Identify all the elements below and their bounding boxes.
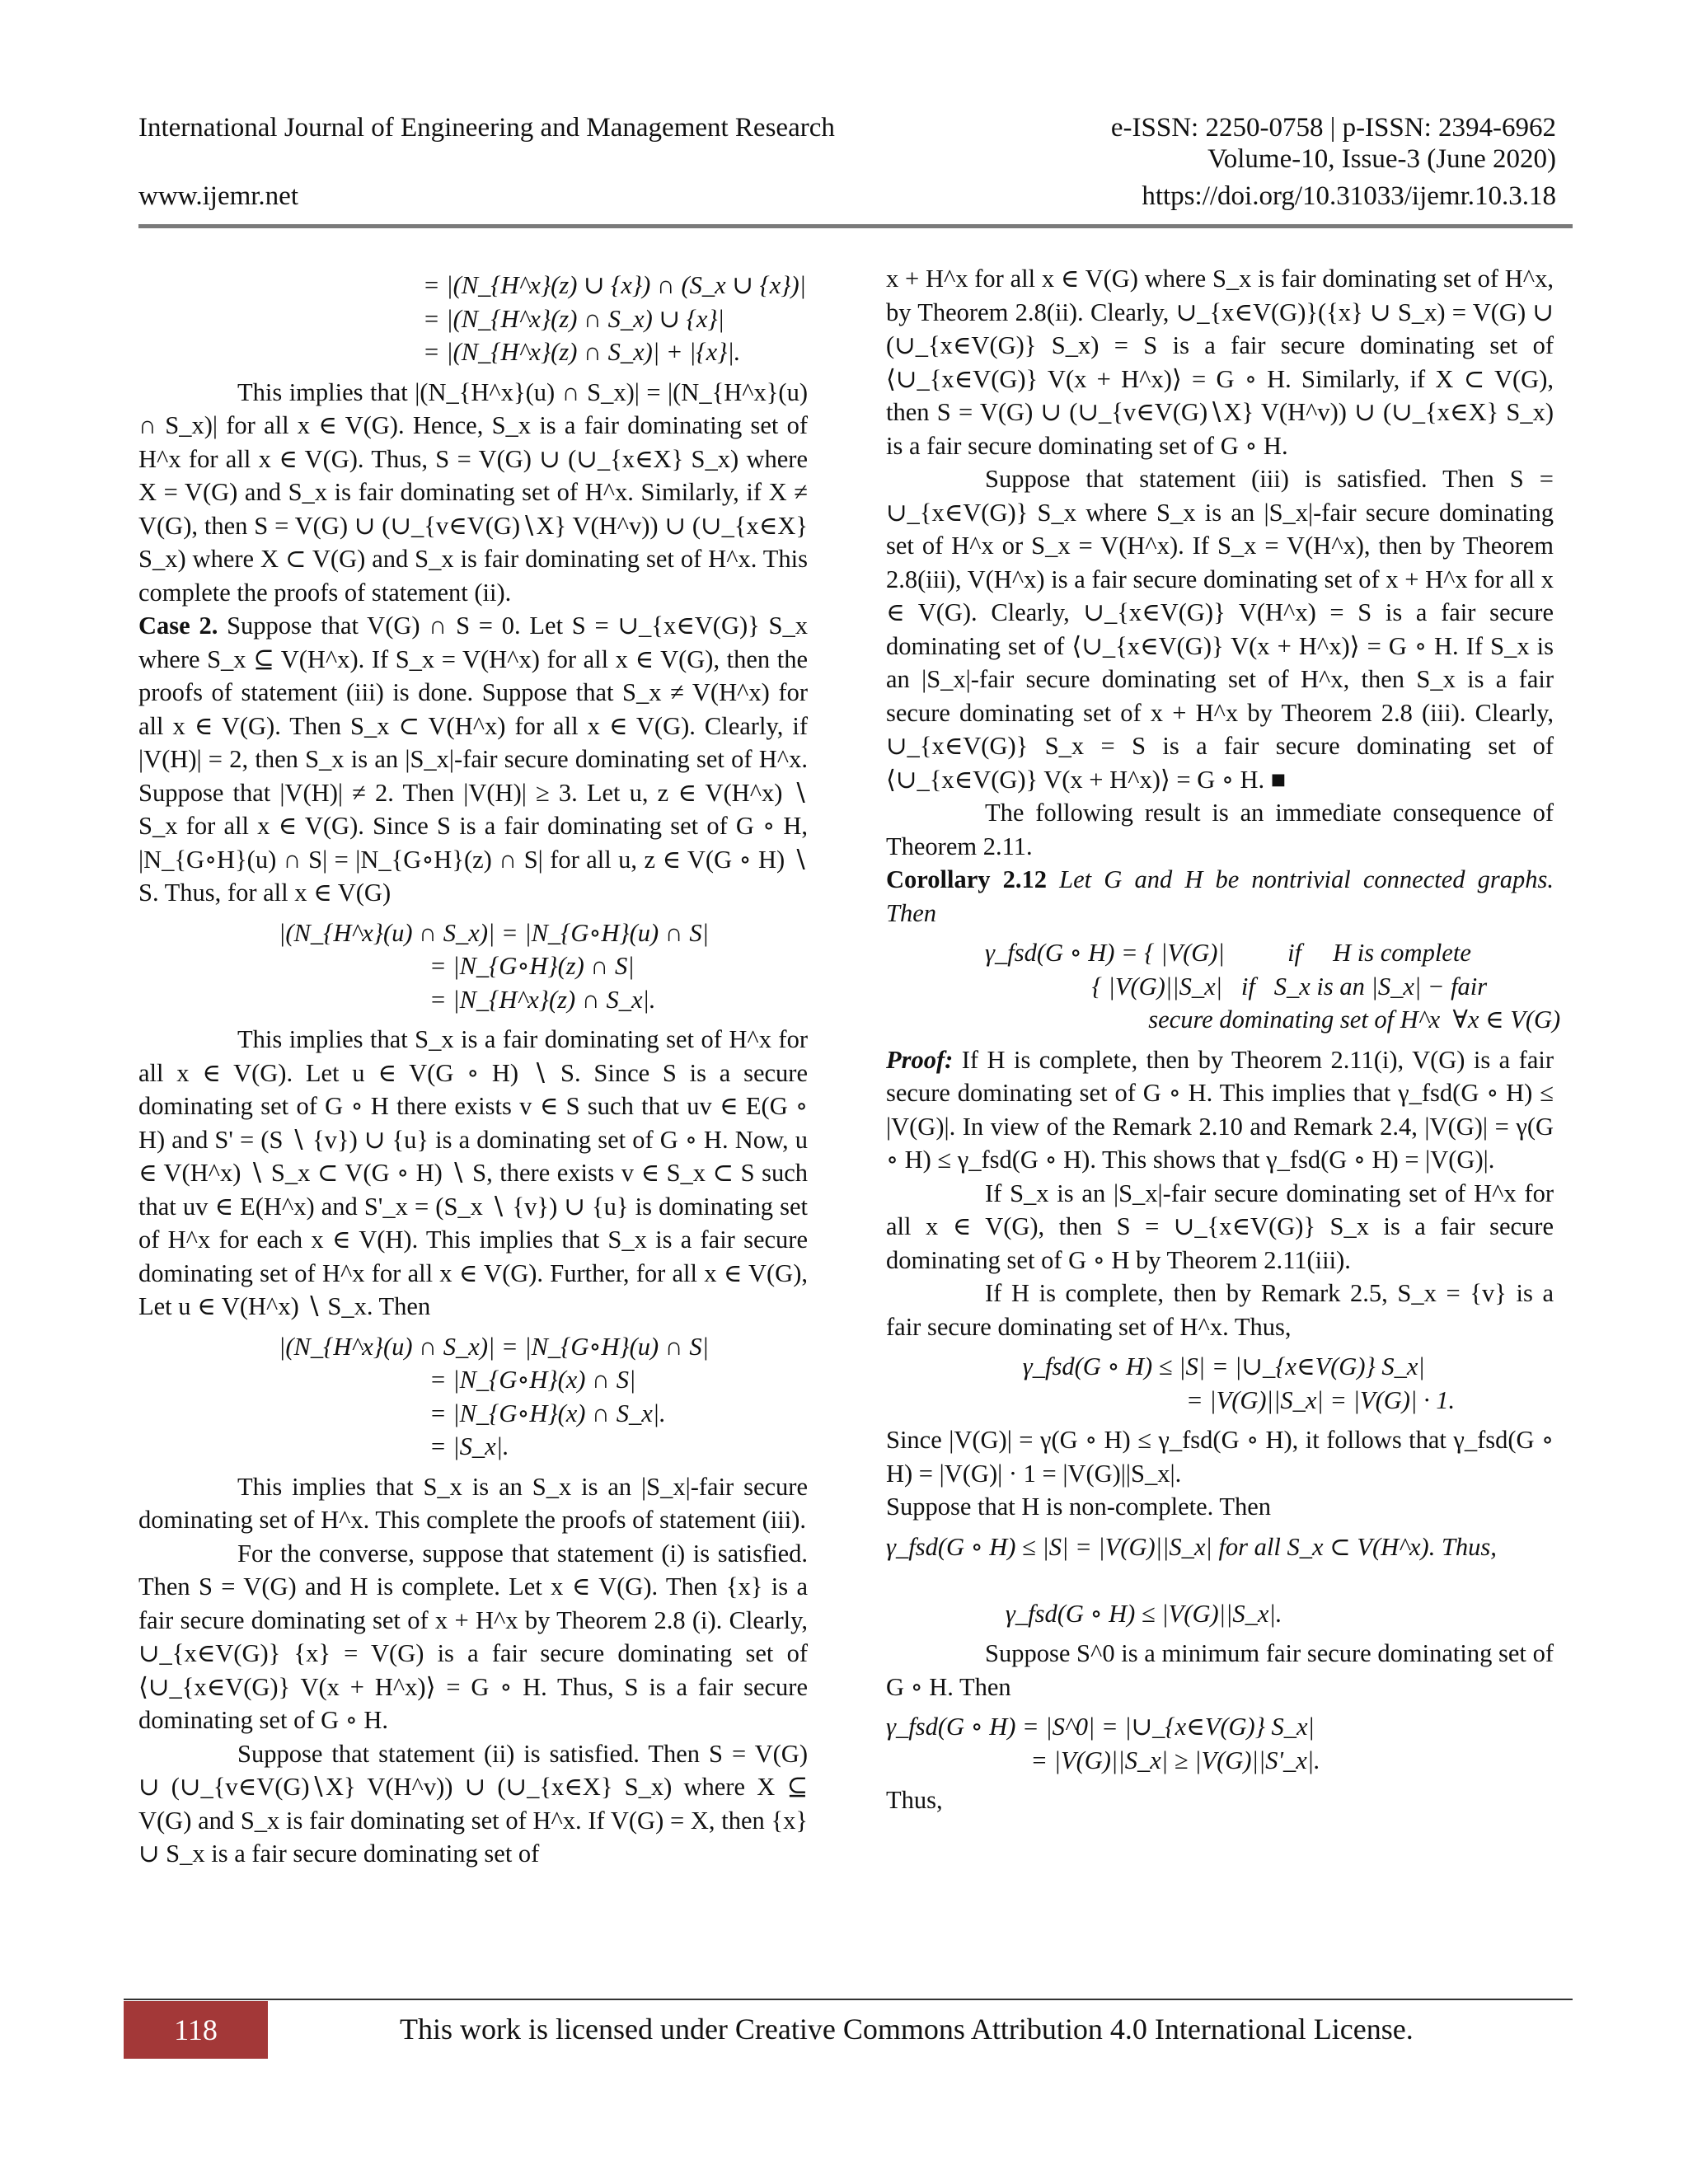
paragraph: [886, 1277, 1554, 1343]
paragraph-text: If H is complete, then by Remark 2.5, S_x = {v} is a fair secure dominating set of H^x. Thus,: [886, 1279, 1554, 1341]
equation-block: [138, 269, 808, 369]
paragraph: [138, 376, 808, 610]
issn-text: e-ISSN: 2250-0758 | p-ISSN: 2394-6962: [1110, 113, 1556, 143]
paragraph: [886, 796, 1554, 863]
paragraph-text: This implies that S_x is a fair dominating set of H^x for all x ∈ V(G). Let u ∈ V(G ∘ H) ∖ S. Since S is a secure dominating set of G ∘ H there exists v ∈ S such that uv ∈ E(G ∘ H) and S' = (S ∖ {v}) ∪ {u} is a dominating set of G ∘ H. Now, u ∈ V(H^x) ∖ S_x ⊂ V(G ∘ H) ∖ S, there exists v ∈ S_x ⊂ S such that uv ∈ E(H^x) and S'_x = (S_x ∖ {v}) ∪ {u} is dominating set of H^x for each x ∈ V(H). This implies that S_x is a fair secure dominating set of H^x for all x ∈ V(G). Further, for all x ∈ V(G), Let u ∈ V(H^x) ∖ S_x. Then: [138, 1025, 808, 1320]
equation-text: γ_fsd(G ∘ H) ≤ |S| = |V(G)||S_x| for all S_x ⊂ V(H^x). Thus, γ_fsd(G ∘ H) ≤ |V(G)||S_x|.: [886, 1532, 1497, 1628]
paragraph-text: Let G and H be nontrivial connected graphs. Then: [886, 865, 1554, 927]
paragraph: [886, 1783, 1554, 1817]
paragraph-text: Suppose that statement (ii) is satisfied. Then S = V(G) ∪ (∪_{v∈V(G)∖X} V(H^v)) ∪ (∪_{x∈X} S_x) where X ⊆ V(G) and S_x is fair dominating set of H^x. If V(G) = X, then {x} ∪ S_x is a fair secure dominating set of: [138, 1739, 808, 1868]
issn-volume: [1111, 112, 1556, 175]
paragraph-text: Suppose S^0 is a minimum fair secure dominating set of G ∘ H. Then: [886, 1639, 1554, 1701]
equation-text: |(N_{H^x}(u) ∩ S_x)| = |N_{G∘H}(u) ∩ S| = |N_{G∘H}(x) ∩ S| = |N_{G∘H}(x) ∩ S_x|. = |S_x|.: [279, 1332, 710, 1460]
doi-link[interactable]: https://doi.org/10.31033/ijemr.10.3.18: [1142, 181, 1556, 211]
paragraph-lead: Case 2.: [138, 612, 218, 640]
paragraph: [886, 1177, 1554, 1277]
paragraph-text: This implies that |(N_{H^x}(u) ∩ S_x)| = |(N_{H^x}(u) ∩ S_x)| for all x ∈ V(G). Hence, S_x is a fair dominating set of H^x for all x ∈ V(G). Thus, S = V(G) ∪ (∪_{x∈X} S_x) where X = V(G) and S_x is fair dominating set of H^x. Similarly, if X ≠ V(G), then S = V(G) ∪ (∪_{v∈V(G)∖X} V(H^v)) ∪ (∪_{x∈X} S_x) where X ⊂ V(G) and S_x is fair dominating set of H^x. This complete the proofs of statement (ii).: [138, 377, 808, 607]
equation-block: [886, 1530, 1554, 1631]
paragraph: [886, 1637, 1554, 1704]
paragraph-text: This implies that S_x is an S_x is an |S_x|-fair secure dominating set of H^x. This complete the proofs of statement (iii).: [138, 1472, 808, 1534]
paragraph-text: For the converse, suppose that statement (i) is satisfied. Then S = V(G) and H is complete. Let x ∈ V(G). Then {x} is a fair secure dominating set of x + H^x by Theorem 2.8 (i). Clearly, ∪_{x∈V(G)} {x} = V(G) is a fair secure dominating set of ⟨∪_{x∈V(G)} V(x + H^x)⟩ = G ∘ H. Thus, S is a fair secure dominating set of G ∘ H.: [138, 1539, 808, 1734]
left-column: [138, 262, 808, 1871]
equation-block: [886, 936, 1561, 1037]
header-rule: [138, 224, 1573, 228]
paragraph: [138, 1023, 808, 1324]
equation-text: γ_fsd(G ∘ H) ≤ |S| = |∪_{x∈V(G)} S_x| = |V(G)||S_x| = |V(G)| · 1.: [1022, 1352, 1456, 1414]
equation-block: [138, 916, 808, 1017]
paragraph-text: Since |V(G)| = γ(G ∘ H) ≤ γ_fsd(G ∘ H), it follows that γ_fsd(G ∘ H) = |V(G)| · 1 = |V(G)||S_x|. Suppose that H is non-complete. Then: [886, 1426, 1554, 1521]
paragraph-text: Suppose that V(G) ∩ S = 0. Let S = ∪_{x∈V(G)} S_x where S_x ⊆ V(H^x). If S_x = V(H^x) for all x ∈ V(G), then the proofs of statement (iii) is done. Suppose that S_x ≠ V(H^x) for all x ∈ V(G). Then S_x ⊂ V(H^x) for all x ∈ V(G). Clearly, if |V(H)| = 2, then S_x is an |S_x|-fair secure dominating set of H^x. Suppose that |V(H)| ≠ 2. Then |V(H)| ≥ 3. Let u, z ∈ V(H^x) ∖ S_x for all x ∈ V(G). Since S is a fair dominating set of G ∘ H, |N_{G∘H}(u) ∩ S| = |N_{G∘H}(z) ∩ S| for all u, z ∈ V(G ∘ H) ∖ S. Thus, for all x ∈ V(G): [138, 612, 809, 907]
journal-website-link[interactable]: www.ijemr.net: [138, 181, 298, 211]
paragraph-lead: Corollary 2.12: [886, 865, 1048, 893]
paragraph-text: Thus,: [886, 1786, 943, 1814]
paragraph: [138, 1537, 808, 1737]
equation-text: γ_fsd(G ∘ H) = |S^0| = |∪_{x∈V(G)} S_x| = |V(G)||S_x| ≥ |V(G)||S'_x|.: [886, 1713, 1320, 1774]
page-number: 118: [124, 2001, 268, 2059]
equation-block: [886, 1350, 1554, 1417]
volume-text: Volume-10, Issue-3 (June 2020): [1207, 144, 1556, 174]
equation-text: |(N_{H^x}(u) ∩ S_x)| = |N_{G∘H}(u) ∩ S| = |N_{G∘H}(z) ∩ S| = |N_{H^x}(z) ∩ S_x|.: [279, 918, 710, 1014]
paragraph-text: Suppose that statement (iii) is satisfied. Then S = ∪_{x∈V(G)} S_x where S_x is an |S_x|-fair secure dominating set of H^x or S_x = V(H^x). If S_x = V(H^x), then by Theorem 2.8(iii), V(H^x) is a fair secure dominating set of x + H^x for all x ∈ V(G). Clearly, ∪_{x∈V(G)} V(H^x) = S is a fair secure dominating set of ⟨∪_{x∈V(G)} V(x + H^x)⟩ = G ∘ H. If S_x is an |S_x|-fair secure dominating set of H^x, then S_x is a fair secure dominating set of x + H^x by Theorem 2.8 (iii). Clearly, ∪_{x∈V(G)} S_x = S is a fair secure dominating set of ⟨∪_{x∈V(G)} V(x + H^x)⟩ = G ∘ H. ■: [886, 465, 1554, 794]
paragraph-text: The following result is an immediate consequence of Theorem 2.11.: [886, 799, 1554, 860]
paragraph-text: If S_x is an |S_x|-fair secure dominating set of H^x for all x ∈ V(G), then S = ∪_{x∈V(G)} S_x is a fair secure dominating set of G ∘ H by Theorem 2.11(iii).: [886, 1179, 1554, 1274]
paragraph: [138, 1737, 808, 1871]
paragraph-lead: Proof:: [886, 1045, 954, 1074]
footer-rule: [124, 1999, 1573, 2000]
paragraph: [886, 262, 1554, 462]
equation-text: = |(N_{H^x}(z) ∪ {x}) ∩ (S_x ∪ {x})| = |(N_{H^x}(z) ∩ S_x) ∪ {x}| = |(N_{H^x}(z) ∩ S_x)| + |{x}|.: [423, 271, 806, 366]
paragraph: [886, 1423, 1554, 1524]
paragraph: [138, 1470, 808, 1537]
license-text: This work is licensed under Creative Commons Attribution 4.0 International License.: [400, 2013, 1414, 2046]
equation-block: [886, 1710, 1554, 1777]
paragraph-text: If H is complete, then by Theorem 2.11(i), V(G) is a fair secure dominating set of G ∘ H. This implies that γ_fsd(G ∘ H) ≤ |V(G)|. In view of the Remark 2.10 and Remark 2.4, |V(G)| = γ(G ∘ H) ≤ γ_fsd(G ∘ H). This shows that γ_fsd(G ∘ H) = |V(G)|.: [886, 1045, 1554, 1174]
paragraph: [886, 863, 1554, 930]
paragraph-text: x + H^x for all x ∈ V(G) where S_x is fair dominating set of H^x, by Theorem 2.8(ii). Clearly, ∪_{x∈V(G)}({x} ∪ S_x) = V(G) ∪ (∪_{x∈V(G)} S_x) = S is a fair secure dominating set of ⟨∪_{x∈V(G)} V(x + H^x)⟩ = G ∘ H. Similarly, if X ⊂ V(G), then S = V(G) ∪ (∪_{v∈V(G)∖X} V(H^v)) ∪ (∪_{x∈X} S_x) is a fair secure dominating set of G ∘ H.: [886, 265, 1554, 460]
equation-text: γ_fsd(G ∘ H) = { |V(G)| if H is complete { |V(G)||S_x| if S_x is an |S_x| − fair secure dominating set of H^x ∀x ∈ V(G): [985, 939, 1561, 1033]
equation-block: [138, 1330, 808, 1464]
journal-title: International Journal of Engineering and Management Research: [138, 113, 835, 143]
paragraph: [886, 462, 1554, 796]
paragraph: [138, 609, 808, 910]
paragraph: [886, 1043, 1554, 1177]
right-column: [886, 262, 1561, 1817]
